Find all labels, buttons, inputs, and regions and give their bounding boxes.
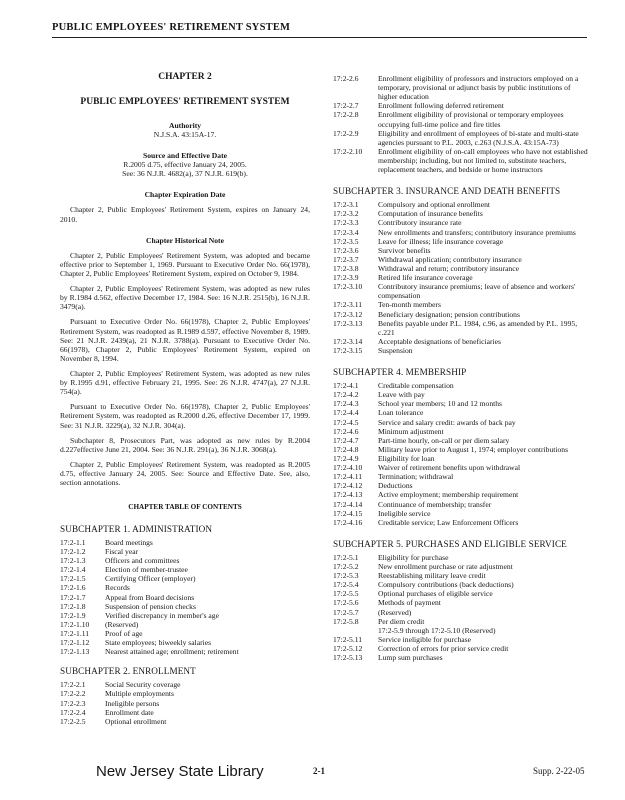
running-header: PUBLIC EMPLOYEES' RETIREMENT SYSTEM [52, 22, 587, 38]
section-title: Computation of insurance benefits [378, 209, 483, 219]
section-title: Records [105, 583, 130, 593]
section-number: 17:2-4.13 [333, 490, 363, 500]
toc-entry[interactable] [333, 408, 588, 417]
section-number: 17:2-3.5 [333, 236, 359, 246]
toc-entry[interactable] [333, 481, 588, 490]
section-title: Waiver of retirement benefits upon withdrawal [378, 463, 521, 473]
toc-entry[interactable] [60, 629, 310, 638]
toc-entry[interactable] [333, 129, 588, 147]
toc-entry[interactable] [60, 680, 310, 689]
toc-entry[interactable] [333, 472, 588, 481]
toc-entry[interactable] [60, 583, 310, 592]
toc-entry[interactable] [333, 635, 588, 644]
history-paragraph: Chapter 2, Public Employees' Retirement System, was adopted as new rules by R.1995 d.91, effective February 21, 1995. See: 26 N.J.R. 4747(a), 27 N.J.R. 754(a). [60, 368, 310, 397]
history-paragraph: Pursuant to Executive Order No. 66(1978), Chapter 2, Public Employees' Retirement System, was readopted as R.1989 d.597, effective November 8, 1989. See: 21 N.J.R. 2439(a), 21 N.J.R. 3788(a). Pursuant to Executive Order No. 66(1978), Chapter 2, Public Employees' Retirement System, expired on November 8, 1994. [60, 317, 310, 363]
history-paragraph: Chapter 2, Public Employees' Retirement System, was adopted and became effective prior to September 1, 1969. Pursuant to Executive Order No. 66(1978), Chapter 2, Public Employees' Retirement System, expired on October 9, 1984. [60, 250, 310, 278]
toc-entry[interactable] [333, 454, 588, 463]
toc-entry[interactable] [333, 509, 588, 518]
section-number: 17:2-4.15 [333, 508, 363, 518]
authority-heading: Authority [168, 120, 202, 130]
section-title: Election of member-trustee [105, 565, 188, 575]
toc-entry[interactable] [60, 638, 310, 647]
section-number: 17:2-2.7 [333, 101, 359, 111]
section-number: 17:2-3.4 [333, 227, 359, 237]
section-number: 17:2-5.8 [333, 616, 359, 626]
section-title: Service ineligible for purchase [378, 634, 471, 644]
section-number: 17:2-5.13 [333, 653, 363, 663]
section-title: Active employment; membership requirement [378, 490, 519, 500]
section-number: 17:2-3.13 [333, 318, 363, 328]
toc-entry[interactable] [333, 300, 588, 309]
section-number: 17:2-1.5 [60, 574, 86, 584]
section-title: Social Security coverage [105, 680, 181, 690]
toc-entry[interactable] [333, 571, 588, 580]
toc-entry[interactable] [333, 399, 588, 408]
section-number: 17:2-4.6 [333, 426, 359, 436]
section-number: 17:2-4.7 [333, 435, 359, 445]
section-title: Beneficiary designation; pension contributions [378, 309, 520, 319]
section-title: Creditable compensation [378, 381, 454, 391]
toc-entry[interactable] [333, 518, 588, 527]
section-number: 17:2-5.2 [333, 562, 359, 572]
section-number: 17:2-2.3 [60, 698, 86, 708]
toc-entry[interactable] [333, 273, 588, 282]
section-number: 17:2-4.1 [333, 381, 359, 391]
section-title: Reestablishing military leave credit [378, 571, 486, 581]
toc-entry[interactable] [333, 246, 588, 255]
subchapter-heading: SUBCHAPTER 4. MEMBERSHIP [333, 367, 467, 378]
section-number: 17:2-3.14 [333, 336, 363, 346]
section-number: 17:2-3.1 [333, 200, 359, 210]
section-title: Creditable service; Law Enforcement Officers [378, 517, 519, 527]
section-title: Termination; withdrawal [378, 472, 454, 482]
toc-entry[interactable] [333, 319, 588, 337]
source-line: See: 36 N.J.R. 4682(a), 37 N.J.R. 619(b). [122, 169, 248, 179]
toc-entry[interactable] [60, 647, 310, 656]
subchapter-list [60, 538, 310, 656]
section-number: 17:2-5.4 [333, 580, 359, 590]
subchapter-heading: SUBCHAPTER 1. ADMINISTRATION [60, 523, 213, 534]
section-title: New enrollment purchase or rate adjustment [378, 562, 513, 572]
toc-continued [333, 74, 588, 174]
section-title: Enrollment eligibility of provisional or temporary employees occupying full-time police and fire titles [378, 110, 564, 129]
section-number: 17:2-2.4 [60, 707, 86, 717]
section-title: Per diem credit [378, 616, 425, 626]
section-title: Benefits payable under P.L. 1984, c.96, as amended by P.L. 1995, c.221 [378, 318, 578, 337]
section-title: Military leave prior to August 1, 1974; employer contributions [378, 444, 569, 454]
toc-entry[interactable] [333, 200, 588, 209]
subchapter-list [333, 381, 588, 527]
section-number: 17:2-5.3 [333, 571, 359, 581]
toc-entry[interactable] [333, 617, 588, 626]
section-number: 17:2-3.6 [333, 245, 359, 255]
section-title: Contributory insurance premiums; leave of absence and workers' compensation [378, 282, 576, 301]
section-title: Board meetings [105, 537, 153, 547]
subchapter-list [333, 553, 588, 662]
right-toc [333, 186, 588, 662]
toc-heading: CHAPTER TABLE OF CONTENTS [128, 503, 242, 512]
toc-entry[interactable] [333, 580, 588, 589]
toc-entry[interactable] [333, 644, 588, 653]
section-title: Eligibility for purchase [378, 552, 449, 562]
left-toc [60, 524, 310, 726]
chapter-title: PUBLIC EMPLOYEES' RETIREMENT SYSTEM [80, 97, 290, 108]
section-title: Withdrawal application; contributory insurance [378, 254, 522, 264]
section-title: Deductions [378, 481, 413, 491]
history-paragraph: Pursuant to Executive Order No. 66(1978), Chapter 2, Public Employees' Retirement System, was readopted as R.2000 d.26, effective December 17, 1999. See: 31 N.J.R. 3229(a), 32 N.J.R. 304(a). [60, 402, 310, 430]
section-title: Loan tolerance [378, 408, 424, 418]
toc-entry[interactable] [60, 717, 310, 726]
page-number: 2-1 [313, 766, 325, 776]
section-number: 17:2-1.2 [60, 546, 86, 556]
history-paragraph: Chapter 2, Public Employees' Retirement System, was readopted as R.2005 d.75, effective January 24, 2005. See: Source and Effective Date. See, also, section annotations. [60, 459, 310, 488]
section-number: 17:2-4.12 [333, 481, 363, 491]
toc-entry[interactable] [333, 598, 588, 607]
toc-entry[interactable] [60, 547, 310, 556]
section-title: Appeal from Board decisions [105, 592, 195, 602]
toc-entry[interactable] [333, 74, 588, 101]
section-title: Nearest attained age; enrollment; retirement [105, 647, 239, 657]
toc-entry[interactable] [333, 228, 588, 237]
subchapter-heading: SUBCHAPTER 3. INSURANCE AND DEATH BENEFITS [333, 186, 561, 197]
section-title: School year members; 10 and 12 months [378, 399, 503, 409]
toc-entry[interactable] [60, 574, 310, 583]
toc-entry[interactable] [333, 337, 588, 346]
section-number: 17:2-5.11 [333, 634, 363, 644]
section-number: 17:2-2.1 [60, 680, 86, 690]
toc-entry[interactable] [333, 101, 588, 110]
section-number: 17:2-2.9 [333, 128, 359, 138]
toc-entry[interactable] [333, 237, 588, 246]
left-column [60, 70, 310, 726]
subchapter-list [333, 200, 588, 355]
toc-entry[interactable] [333, 589, 588, 598]
section-number: 17:2-1.13 [60, 647, 90, 657]
section-number: 17:2-4.16 [333, 517, 363, 527]
right-column [333, 74, 588, 662]
section-number: 17:2-1.3 [60, 556, 86, 566]
section-number: 17:2-3.9 [333, 273, 359, 283]
toc-entry[interactable] [333, 346, 588, 355]
section-number: 17:2-5.6 [333, 598, 359, 608]
section-title: (Reserved) [105, 619, 139, 629]
toc-entry[interactable] [333, 264, 588, 273]
history-paragraph: Chapter 2, Public Employees' Retirement System, was adopted as new rules by R.1984 d.562, effective December 17, 1984. See: 16 N.J.R. 2515(b), 16 N.J.R. 3479(a). [60, 284, 310, 312]
section-title: Enrollment eligibility of professors and instructors employed on a temporary, provisional or adjunct basis by public institutions of higher education [378, 74, 579, 102]
section-title: Optional enrollment [105, 716, 167, 726]
section-number: 17:2-4.14 [333, 499, 363, 509]
toc-entry[interactable] [333, 282, 588, 300]
source-line: R.2005 d.75, effective January 24, 2005. [123, 160, 247, 170]
toc-entry[interactable] [333, 209, 588, 218]
section-title: New enrollments and transfers; contributory insurance premiums [378, 227, 576, 237]
toc-entry[interactable] [333, 463, 588, 472]
toc-entry[interactable] [60, 611, 310, 620]
toc-entry[interactable] [333, 418, 588, 427]
section-number: 17:2-1.8 [60, 601, 86, 611]
section-title: Lump sum purchases [378, 653, 443, 663]
section-title: (Reserved) [378, 607, 412, 617]
section-number: 17:2-1.9 [60, 610, 86, 620]
section-title: Compulsory and optional enrollment [378, 200, 490, 210]
toc-entry[interactable] [333, 310, 588, 319]
section-number: 17:2-2.10 [333, 146, 363, 156]
expiration-text: Chapter 2, Public Employees' Retirement System, expires on January 24, 2010. [60, 205, 310, 224]
section-number: 17:2-2.6 [333, 74, 359, 83]
section-title: Leave for illness; life insurance coverage [378, 236, 504, 246]
section-number: 17:2-5.7 [333, 607, 359, 617]
section-number: 17:2-3.7 [333, 254, 359, 264]
section-title: Multiple employments [105, 689, 174, 699]
section-number: 17:2-1.1 [60, 537, 86, 547]
toc-entry[interactable] [333, 490, 588, 499]
section-number: 17:2-4.3 [333, 399, 359, 409]
section-title: Enrollment following deferred retirement [378, 101, 504, 111]
section-number: 17:2-1.7 [60, 592, 86, 602]
section-number: 17:2-4.5 [333, 417, 359, 427]
section-number: 17:2-3.12 [333, 309, 363, 319]
section-number: 17:2-4.2 [333, 390, 359, 400]
toc-entry[interactable] [333, 436, 588, 445]
section-title: Officers and committees [105, 556, 180, 566]
section-number: 17:2-4.10 [333, 463, 363, 473]
toc-entry[interactable] [60, 602, 310, 611]
history-notes [60, 251, 310, 487]
section-number: 17:2-1.11 [60, 628, 90, 638]
section-title: Ineligible persons [105, 698, 160, 708]
section-number: 17:2-3.15 [333, 345, 363, 355]
section-title: Eligibility for loan [378, 454, 435, 463]
section-title: Survivor benefits [378, 245, 431, 255]
section-title: Verified discrepancy in member's age [105, 610, 219, 620]
toc-entry[interactable] [333, 553, 588, 562]
toc-entry[interactable] [333, 381, 588, 390]
section-title: Optional purchases of eligible service [378, 589, 493, 599]
toc-entry[interactable] [333, 390, 588, 399]
section-title: Continuance of membership; transfer [378, 499, 492, 509]
toc-entry[interactable] [60, 565, 310, 574]
history-paragraph: Subchapter 8, Prosecutors Part, was adopted as new rules by R.2004 d.227effective June 21, 2004. See: 36 N.J.R. 291(a), 36 N.J.R. 3068(a). [60, 435, 310, 454]
section-number: 17:2-2.2 [60, 689, 86, 699]
section-number: 17:2-2.8 [333, 110, 359, 120]
section-title: Enrollment eligibility of on-call employees who have not established membership; including, but not limited to, substitute teachers, replacement teachers, and bedside or home instructors [378, 146, 588, 175]
section-title: Proof of age [105, 628, 143, 638]
section-title: Leave with pay [378, 390, 425, 400]
section-title: Contributory insurance rate [378, 218, 462, 228]
section-title: Withdrawal and return; contributory insurance [378, 264, 519, 273]
section-title: Part-time hourly, on-call or per diem salary [378, 435, 510, 445]
section-number: 17:2-2.5 [60, 716, 86, 726]
toc-entry[interactable] [333, 626, 588, 635]
toc-entry[interactable] [333, 427, 588, 436]
toc-entry[interactable] [333, 218, 588, 227]
section-title: Compulsory contributions (back deductions) [378, 580, 514, 590]
subchapter-heading: SUBCHAPTER 5. PURCHASES AND ELIGIBLE SERVICE [333, 538, 567, 549]
authority-text: N.J.S.A. 43:15A-17. [153, 129, 217, 139]
subchapter-list [60, 680, 310, 726]
section-title: Retired life insurance coverage [378, 273, 473, 283]
toc-entry[interactable] [333, 562, 588, 571]
section-number: 17:2-3.3 [333, 218, 359, 228]
toc-entry[interactable] [333, 255, 588, 264]
library-stamp: New Jersey State Library [96, 763, 264, 780]
section-title: Correction of errors for prior service credit [378, 644, 509, 653]
section-title: Methods of payment [378, 598, 441, 608]
section-number: 17:2-1.12 [60, 638, 90, 648]
section-number: 17:2-1.4 [60, 565, 86, 575]
section-title: Enrollment date [105, 707, 154, 717]
section-title: Eligibility and enrollment of employees of bi-state and multi-state agencies pursuant to P.L. 2003, c.263 (N.J.S.A. 43:15A-73) [378, 128, 579, 147]
toc-entry[interactable] [60, 556, 310, 565]
section-title: Suspension [378, 345, 413, 355]
section-number: 17:2-5.5 [333, 589, 359, 599]
toc-entry[interactable] [60, 593, 310, 602]
section-title: Ineligible service [378, 508, 431, 518]
section-number: 17:2-5.12 [333, 644, 363, 653]
toc-entry[interactable] [60, 689, 310, 698]
subchapter-heading: SUBCHAPTER 2. ENROLLMENT [60, 666, 196, 677]
section-title: Ten-month members [378, 300, 441, 310]
toc-entry[interactable] [60, 538, 310, 547]
history-heading: Chapter Historical Note [146, 235, 224, 245]
section-title: Acceptable designations of beneficiaries [378, 336, 501, 346]
toc-entry[interactable] [333, 147, 588, 174]
section-title: State employees; biweekly salaries [105, 638, 212, 648]
section-number: 17:2-1.10 [60, 619, 90, 629]
section-number: 17:2-4.9 [333, 454, 359, 463]
section-number: 17:2-3.10 [333, 282, 363, 292]
toc-entry[interactable] [60, 620, 310, 629]
toc-entry[interactable] [333, 110, 588, 128]
section-number: 17:2-3.11 [333, 300, 363, 310]
expiration-heading: Chapter Expiration Date [144, 190, 226, 200]
toc-entry[interactable] [333, 608, 588, 617]
section-title: Certifying Officer (employer) [105, 574, 196, 584]
section-title: Service and salary credit: awards of back pay [378, 417, 516, 427]
source-heading: Source and Effective Date [142, 151, 227, 160]
section-title: Fiscal year [105, 546, 139, 556]
section-title: Suspension of pension checks [105, 601, 196, 611]
section-number: 17:2-3.8 [333, 264, 359, 273]
toc-entry[interactable] [60, 699, 310, 708]
section-number: 17:2-3.2 [333, 209, 359, 219]
section-title: 17:2-5.9 through 17:2-5.10 (Reserved) [378, 625, 496, 635]
chapter-label: CHAPTER 2 [158, 72, 212, 82]
toc-entry[interactable] [333, 653, 588, 662]
supplement-date: Supp. 2-22-05 [533, 766, 585, 776]
section-number: 17:2-4.4 [333, 408, 359, 418]
section-number: 17:2-4.8 [333, 444, 359, 454]
section-number: 17:2-4.11 [333, 472, 363, 482]
section-number: 17:2-1.6 [60, 583, 86, 593]
section-number: 17:2-5.1 [333, 552, 359, 562]
toc-entry[interactable] [333, 445, 588, 454]
toc-entry[interactable] [60, 708, 310, 717]
section-title: Minimum adjustment [378, 426, 444, 436]
toc-entry[interactable] [333, 500, 588, 509]
